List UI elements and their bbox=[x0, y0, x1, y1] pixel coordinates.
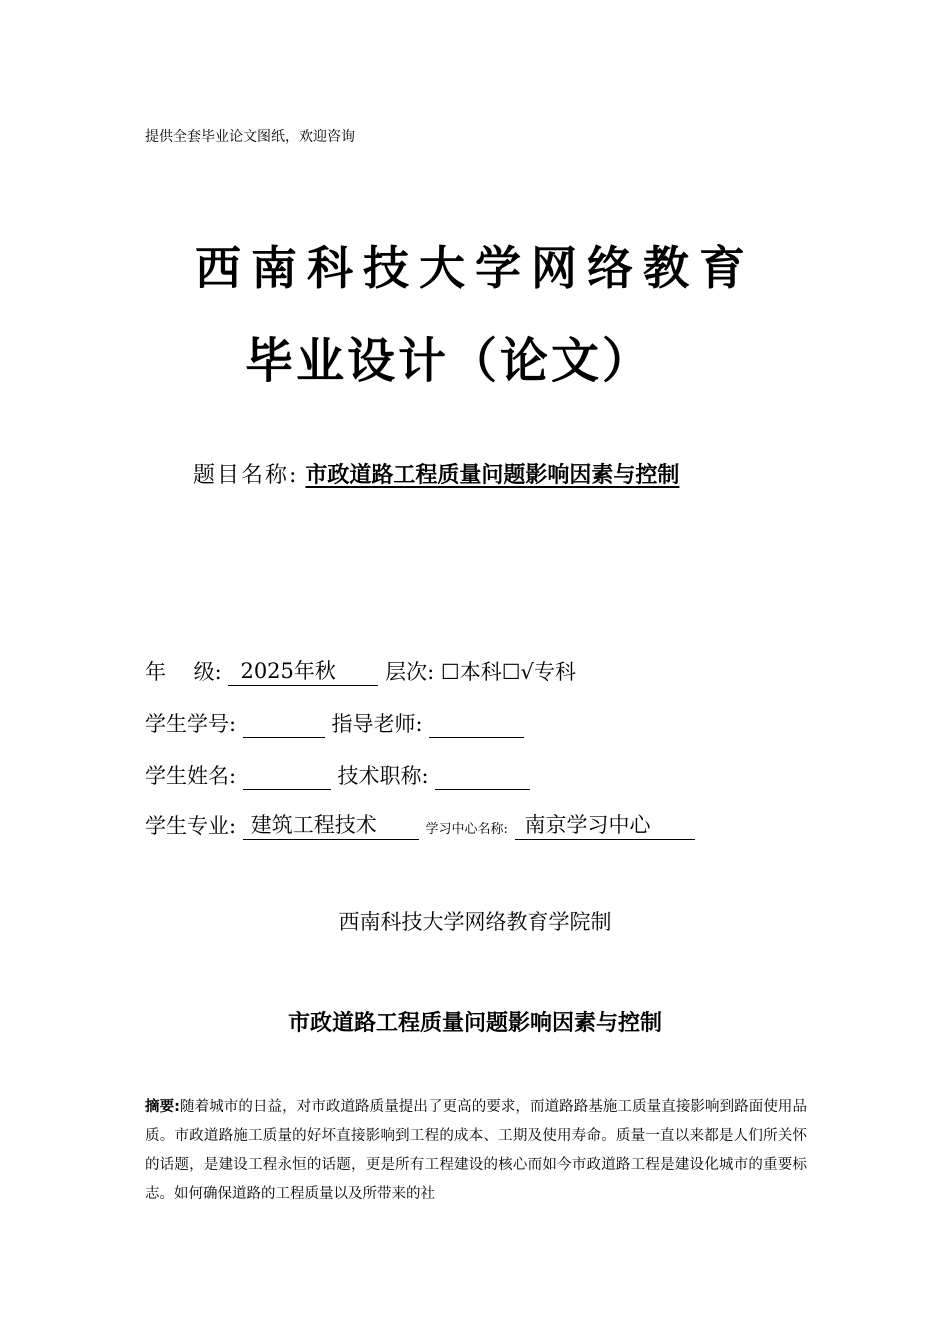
center-label: 学习中心名称: bbox=[425, 822, 508, 837]
student-id-row bbox=[145, 708, 524, 738]
grade-label: 年 级: bbox=[145, 660, 222, 684]
topic-row bbox=[193, 458, 679, 489]
university-title: 西南科技大学网络教育 bbox=[195, 241, 755, 295]
abstract-text: 随着城市的日益，对市政道路质量提出了更高的要求，而道路路基施工质量直接影响到路面使用品质。市政道路施工质量的好坏直接影响到工程的成本、工期及使用寿命。质量一直以来都是人们所关怀的话题，是建设工程永恒的话题，更是所有工程建设的核心而如今市政道路工程是建设化城市的重要标志。如何确保道路的工程质量以及所带来的社 bbox=[145, 1099, 807, 1202]
grade-value: 2025年秋 bbox=[228, 658, 378, 686]
grade-row bbox=[145, 656, 576, 686]
major-label: 学生专业: bbox=[145, 814, 237, 838]
document-type-title: 毕业设计（论文） bbox=[245, 333, 654, 389]
advisor-label: 指导老师: bbox=[331, 712, 423, 736]
major-row bbox=[145, 810, 695, 840]
tech-title-label: 技术职称: bbox=[337, 764, 429, 788]
student-id-value bbox=[243, 710, 325, 738]
major-value: 建筑工程技术 bbox=[243, 812, 419, 840]
center-value: 南京学习中心 bbox=[515, 812, 695, 840]
advisor-value bbox=[429, 710, 524, 738]
school-footer: 西南科技大学网络教育学院制 bbox=[338, 910, 612, 934]
abstract-label: 摘要: bbox=[145, 1099, 180, 1115]
student-id-label: 学生学号: bbox=[145, 712, 237, 736]
student-name-label: 学生姓名: bbox=[145, 764, 237, 788]
top-notice: 提供全套毕业论文图纸，欢迎咨询 bbox=[145, 129, 355, 145]
student-name-row bbox=[145, 760, 530, 790]
topic-label: 题目名称: bbox=[193, 463, 299, 488]
level-label: 层次: bbox=[385, 660, 435, 684]
paper-title: 市政道路工程质量问题影响因素与控制 bbox=[287, 1011, 662, 1036]
abstract-paragraph bbox=[145, 1093, 807, 1209]
tech-title-value bbox=[435, 762, 530, 790]
student-name-value bbox=[243, 762, 331, 790]
topic-value: 市政道路工程质量问题影响因素与控制 bbox=[305, 463, 680, 488]
level-options: ☐本科☐√专科 bbox=[440, 660, 576, 684]
